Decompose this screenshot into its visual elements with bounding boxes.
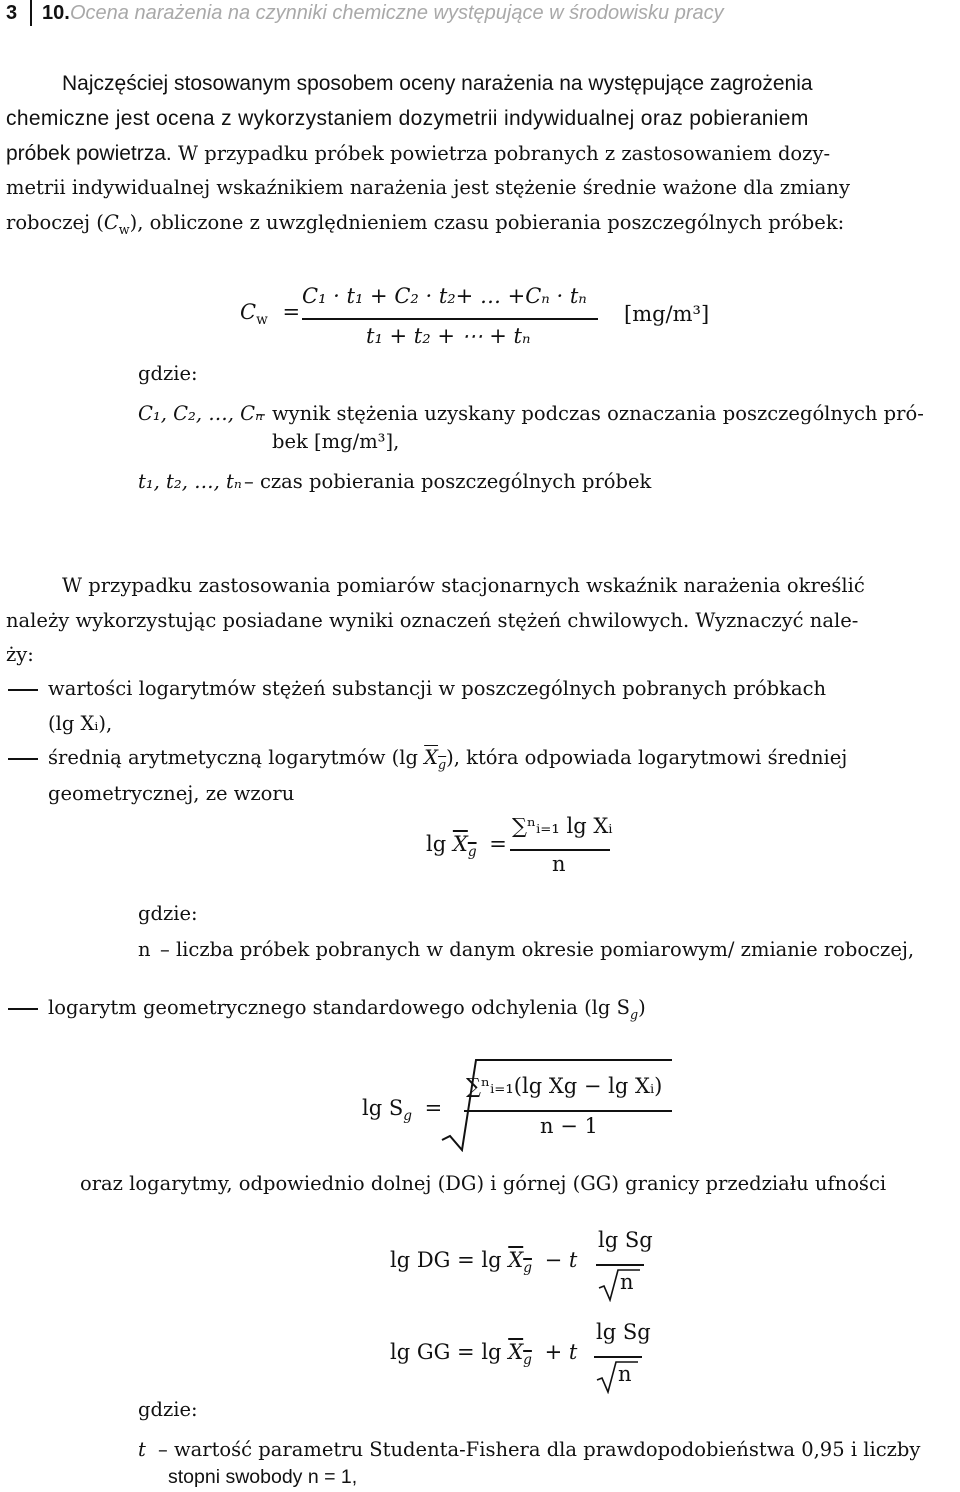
formula-xg-var: X bbox=[452, 832, 468, 856]
def-t-symbol: t₁, t₂, …, tₙ bbox=[138, 470, 242, 493]
formula-gg bbox=[390, 1340, 577, 1368]
formula-sg-equals: = bbox=[424, 1096, 443, 1120]
formula-dg-num: lg Sg bbox=[598, 1228, 653, 1252]
formula-dg bbox=[390, 1248, 577, 1276]
section-number: 10. bbox=[42, 2, 70, 24]
para2-line-3: ży: bbox=[6, 643, 34, 666]
def-t-param-desc-1: – wartość parametru Studenta-Fishera dla prawdopodobieństwa 0,95 i liczby bbox=[158, 1438, 921, 1461]
bullet-dash-1 bbox=[8, 689, 38, 691]
para2-line-1: W przypadku zastosowania pomiarów stacjonarnych wskaźnik narażenia określić bbox=[62, 574, 865, 597]
formula-gg-den: n bbox=[618, 1362, 632, 1386]
def-t-param-desc-2: stopni swobody n = 1, bbox=[168, 1466, 358, 1488]
para2-line-2: należy wykorzystując posiadane wyniki oznaczeń stężeń chwilowych. Wyznaczyć nale- bbox=[6, 609, 859, 632]
bullet-2-pre: średnią arytmetyczną logarytmów (lg bbox=[48, 746, 425, 769]
formula-xg-lg: lg bbox=[426, 832, 447, 856]
bullet-2-post: ), która odpowiada logarytmowi średniej bbox=[446, 746, 848, 769]
formula-xg-sub: g bbox=[467, 844, 477, 861]
formula-sg-sub: g bbox=[403, 1108, 412, 1125]
cw-sub: w bbox=[118, 221, 130, 237]
formula-sg-lhs bbox=[362, 1096, 442, 1124]
def-n-desc: – liczba próbek pobranych w danym okresie pomiarowym/ zmianie roboczej, bbox=[160, 938, 915, 961]
formula-dg-lhs: lg DG = lg bbox=[390, 1248, 502, 1272]
formula-cw-numerator: C₁ · t₁ + C₂ · t₂+ … +Cₙ · tₙ bbox=[302, 284, 587, 308]
formula-xg-equals: = bbox=[489, 832, 507, 856]
def-t-param-symbol: t bbox=[138, 1438, 146, 1461]
page-number: 3 bbox=[6, 2, 18, 24]
formula-xg-var-wrap bbox=[452, 832, 477, 861]
intro-line-5-pre: roboczej ( bbox=[6, 211, 104, 234]
formula-dg-fraction-line bbox=[596, 1264, 644, 1266]
intro-line-4: metrii indywidualnej wskaźnikiem narażenia jest stężenie średnie ważone dla zmiany bbox=[6, 176, 851, 199]
bullet-2-line-2: geometrycznej, ze wzoru bbox=[48, 782, 295, 805]
def-c-desc-1: – wynik stężenia uzyskany podczas oznaczania poszczególnych pró- bbox=[256, 402, 924, 425]
bullet-1-line-2: (lg Xᵢ), bbox=[48, 712, 113, 735]
intro-line-5 bbox=[6, 211, 844, 237]
bullet-3-end: ) bbox=[638, 996, 646, 1019]
intro-line-3b: W przypadku próbek powietrza pobranych z zastosowaniem dozy- bbox=[171, 142, 831, 165]
section-title: Ocena narażenia na czynniki chemiczne występujące w środowisku pracy bbox=[70, 2, 724, 24]
where-label-3: gdzie: bbox=[138, 1398, 198, 1421]
formula-gg-fraction-line bbox=[594, 1356, 642, 1358]
formula-cw-equals: = bbox=[282, 300, 301, 324]
formula-sg-lg: lg S bbox=[362, 1096, 404, 1120]
intro-line-3 bbox=[6, 141, 830, 166]
cw-var: C bbox=[103, 211, 119, 234]
page-header bbox=[0, 0, 960, 26]
formula-gg-num: lg Sg bbox=[596, 1320, 651, 1344]
formula-cw-denominator: t₁ + t₂ + ⋯ + tₙ bbox=[366, 324, 531, 348]
bullet-2-xg bbox=[424, 746, 447, 772]
bullet-2-xg-sub: g bbox=[438, 756, 447, 772]
def-c-desc-2: bek [mg/m³], bbox=[272, 430, 400, 453]
formula-cw-lhs bbox=[240, 300, 300, 328]
bullet-2-xg-var: X bbox=[424, 746, 439, 769]
formula-xg-numerator: ∑ⁿᵢ₌₁ lg Xᵢ bbox=[512, 814, 613, 838]
formula-gg-lhs: lg GG = lg bbox=[390, 1340, 502, 1364]
def-t-desc: – czas pobierania poszczególnych próbek bbox=[244, 470, 652, 493]
formula-cw-sub: w bbox=[256, 312, 268, 329]
formula-xg-fraction-line bbox=[510, 849, 610, 851]
formula-sg-numerator: ∑ⁿᵢ₌₁(lg Xg − lg Xᵢ) bbox=[466, 1074, 663, 1098]
formula-cw-fraction-line bbox=[302, 318, 598, 320]
formula-dg-xg: $X_g$ bbox=[508, 1248, 532, 1277]
formula-sg-fraction-line bbox=[464, 1110, 672, 1112]
where-label-1: gdzie: bbox=[138, 362, 198, 385]
bullet-dash-2 bbox=[8, 758, 38, 760]
para3: oraz logarytmy, odpowiednio dolnej (DG) i górnej (GG) granicy przedziału ufności bbox=[80, 1172, 887, 1195]
bullet-1-line-1: wartości logarytmów stężeń substancji w poszczególnych pobranych próbkach bbox=[48, 677, 827, 700]
bullet-2-line-1 bbox=[48, 746, 847, 772]
intro-line-3a: próbek powietrza. bbox=[6, 142, 172, 165]
bullet-3-text: logarytm geometrycznego standardowego odchylenia (lg S bbox=[48, 996, 630, 1019]
formula-gg-xg: $X_g$ bbox=[508, 1340, 532, 1369]
formula-sg-denominator: n − 1 bbox=[540, 1114, 598, 1138]
bullet-dash-3 bbox=[8, 1008, 38, 1010]
formula-cw-var: C bbox=[240, 300, 257, 324]
def-n-symbol: n bbox=[138, 938, 151, 961]
bullet-3 bbox=[48, 996, 646, 1022]
formula-xg-denominator: n bbox=[552, 852, 566, 876]
formula-dg-op: − t bbox=[544, 1248, 578, 1272]
intro-line-5-post: ), obliczone z uwzględnieniem czasu pobierania poszczególnych próbek: bbox=[129, 211, 845, 234]
header-separator bbox=[30, 0, 32, 26]
formula-xg-lhs bbox=[426, 832, 507, 860]
intro-line-1: Najczęściej stosowanym sposobem oceny narażenia na występujące zagrożenia bbox=[62, 72, 813, 95]
formula-cw-unit: [mg/m³] bbox=[624, 302, 710, 326]
where-label-2: gdzie: bbox=[138, 902, 198, 925]
formula-dg-den: n bbox=[620, 1270, 634, 1294]
def-c-symbol: C₁, C₂, …, Cₙ bbox=[138, 402, 263, 425]
bullet-3-sub: g bbox=[629, 1006, 639, 1022]
intro-line-2: chemiczne jest ocena z wykorzystaniem dozymetrii indywidualnej oraz pobieraniem bbox=[6, 107, 809, 130]
formula-gg-op: + t bbox=[544, 1340, 578, 1364]
